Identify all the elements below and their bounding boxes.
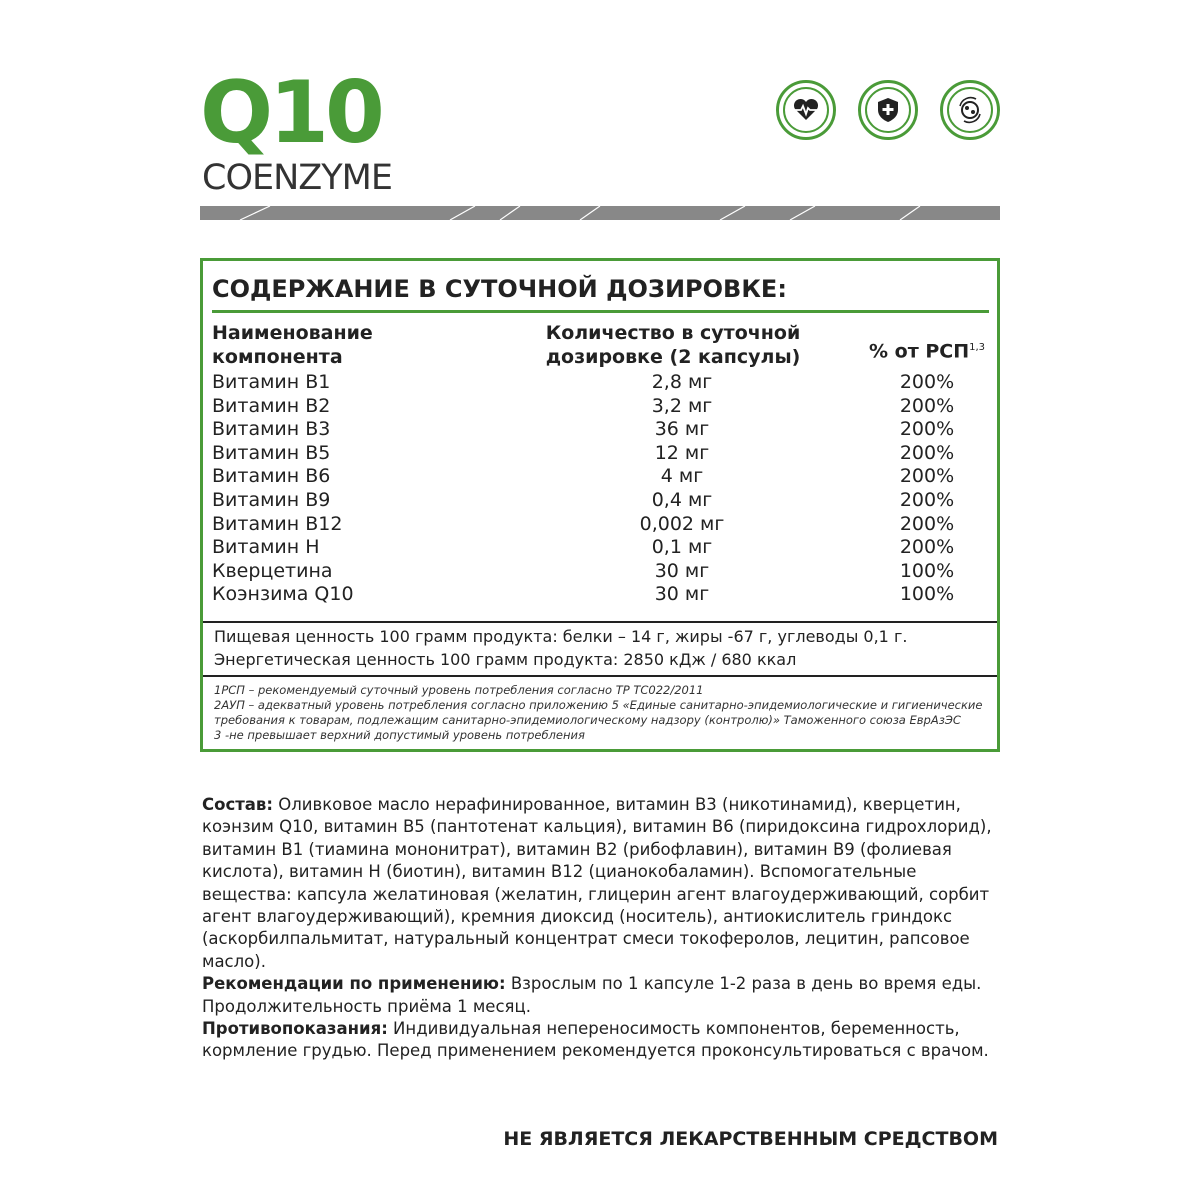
component-percent: 100% xyxy=(899,559,955,582)
table-row xyxy=(212,583,992,607)
component-quantity: 0,4 мг xyxy=(651,488,713,511)
feature-icons xyxy=(776,80,1000,140)
brand-logo: Q10 xyxy=(200,63,381,163)
component-quantity: 2,8 мг xyxy=(651,371,713,393)
daily-dosage-table xyxy=(200,258,1000,752)
composition-section xyxy=(202,794,992,1063)
component-percent: 200% xyxy=(899,465,955,488)
component-percent: 200% xyxy=(899,441,955,464)
table-row xyxy=(212,395,992,419)
nutrition-divider xyxy=(203,621,997,623)
footnotes xyxy=(214,683,989,743)
component-quantity: 3,2 мг xyxy=(651,394,713,417)
usage-paragraph xyxy=(202,973,992,1018)
nutrition-value: Пищевая ценность 100 грамм продукта: белки – 14 г, жиры -67 г, углеводы 0,1 г. xyxy=(214,627,908,646)
not-a-drug-disclaimer: НЕ ЯВЛЯЕТСЯ ЛЕКАРСТВЕННЫМ СРЕДСТВОМ xyxy=(503,1128,998,1150)
product-header xyxy=(200,63,1000,220)
header-quantity-line1: Количество в суточной xyxy=(545,322,801,344)
header-percent xyxy=(869,336,985,363)
component-name: Кверцетина xyxy=(212,559,333,582)
heart-pulse-icon xyxy=(776,80,836,140)
footnote-2: 2АУП – адекватный уровень потребления согласно приложению 5 «Единые санитарно-эпидемиологические и гигиенические требования к товарам, подлежащим санитарно-эпидемиологическому надзору (контролю)» Таможенного союза ЕврАзЭС xyxy=(214,698,983,727)
table-row xyxy=(212,513,992,537)
component-percent: 200% xyxy=(899,512,955,535)
component-name: Витамин В6 xyxy=(212,465,331,488)
shield-cross-icon xyxy=(858,80,918,140)
usage-text: Взрослым по 1 капсуле 1-2 раза в день во время еды. Продолжительность приёма 1 месяц. xyxy=(202,974,982,1016)
component-name: Витамин В5 xyxy=(212,441,331,464)
footnote-3: 3 -не превышает верхний допустимый уровень потребления xyxy=(214,728,585,742)
table-row xyxy=(212,560,992,584)
component-name: Витамин В2 xyxy=(212,394,331,417)
energy-value: Энергетическая ценность 100 грамм продукта: 2850 кДж / 680 ккал xyxy=(214,650,797,669)
component-percent: 200% xyxy=(899,394,955,417)
brand-subtitle: COENZYME xyxy=(202,158,392,198)
component-percent: 100% xyxy=(899,583,955,606)
header-quantity xyxy=(523,321,823,369)
table-row xyxy=(212,489,992,513)
contraindications-text: Индивидуальная непереносимость компонентов, беременность, кормление грудью. Перед применением рекомендуется проконсультироваться с врачом. xyxy=(202,1019,989,1061)
component-percent: 200% xyxy=(899,371,955,393)
component-name: Витамин Н xyxy=(212,536,320,559)
table-row xyxy=(212,465,992,489)
cell-cycle-icon xyxy=(940,80,1000,140)
component-quantity: 36 мг xyxy=(654,418,710,441)
component-name: Витамин В3 xyxy=(212,418,331,441)
component-percent: 200% xyxy=(899,488,955,511)
contraindications-paragraph xyxy=(202,1018,992,1063)
component-name: Коэнзима Q10 xyxy=(212,583,354,606)
component-name: Витамин В9 xyxy=(212,488,331,511)
header-component-line2: компонента xyxy=(212,346,343,368)
table-row xyxy=(212,371,992,395)
footnote-divider xyxy=(203,675,997,677)
component-name: Витамин В1 xyxy=(212,371,331,393)
table-rows xyxy=(212,371,992,607)
header-quantity-line2: дозировке (2 капсулы) xyxy=(545,346,801,368)
component-quantity: 0,1 мг xyxy=(651,536,713,559)
composition-label: Состав: xyxy=(202,795,273,814)
header-component xyxy=(212,321,373,369)
component-quantity: 12 мг xyxy=(654,441,710,464)
table-title: СОДЕРЖАНИЕ В СУТОЧНОЙ ДОЗИРОВКЕ: xyxy=(212,275,787,303)
decorative-stripe xyxy=(200,206,1000,220)
component-percent: 200% xyxy=(899,418,955,441)
component-quantity: 0,002 мг xyxy=(639,512,725,535)
header-percent-sup: 1,3 xyxy=(969,342,986,353)
component-quantity: 30 мг xyxy=(654,583,710,606)
component-percent: 200% xyxy=(899,536,955,559)
usage-label: Рекомендации по применению: xyxy=(202,974,506,994)
table-row xyxy=(212,442,992,466)
composition-paragraph xyxy=(202,794,992,973)
component-quantity: 4 мг xyxy=(660,465,704,488)
table-row xyxy=(212,418,992,442)
header-component-line1: Наименование xyxy=(212,322,373,344)
contraindications-label: Противопоказания: xyxy=(202,1019,388,1039)
table-row xyxy=(212,536,992,560)
component-name: Витамин В12 xyxy=(212,512,343,535)
footnote-1: 1РСП – рекомендуемый суточный уровень потребления согласно ТР ТС022/2011 xyxy=(214,683,704,697)
composition-text: Оливковое масло нерафинированное, витамин В3 (никотинамид), кверцетин, коэнзим Q10, витамин В5 (пантотенат кальция), витамин В6 (пиридоксина гидрохлорид), витамин В1 (тиамина мононитрат), витамин В2 (рибофлавин), витамин В9 (фолиевая кислота), витамин Н (биотин), витамин В12 (цианокобаламин). Вспомогательные вещества: капсула желатиновая (желатин, глицерин агент влагоудерживающий, сорбит агент влагоудерживающий), кремния диоксид (носитель), антиокислитель гриндокс (аскорбилпальмитат, натуральный концентрат смеси токоферолов, лецитин, рапсовое масло). xyxy=(202,795,992,971)
component-quantity: 30 мг xyxy=(654,559,710,582)
title-divider xyxy=(212,310,989,313)
header-percent-label: % от РСП xyxy=(869,340,970,363)
